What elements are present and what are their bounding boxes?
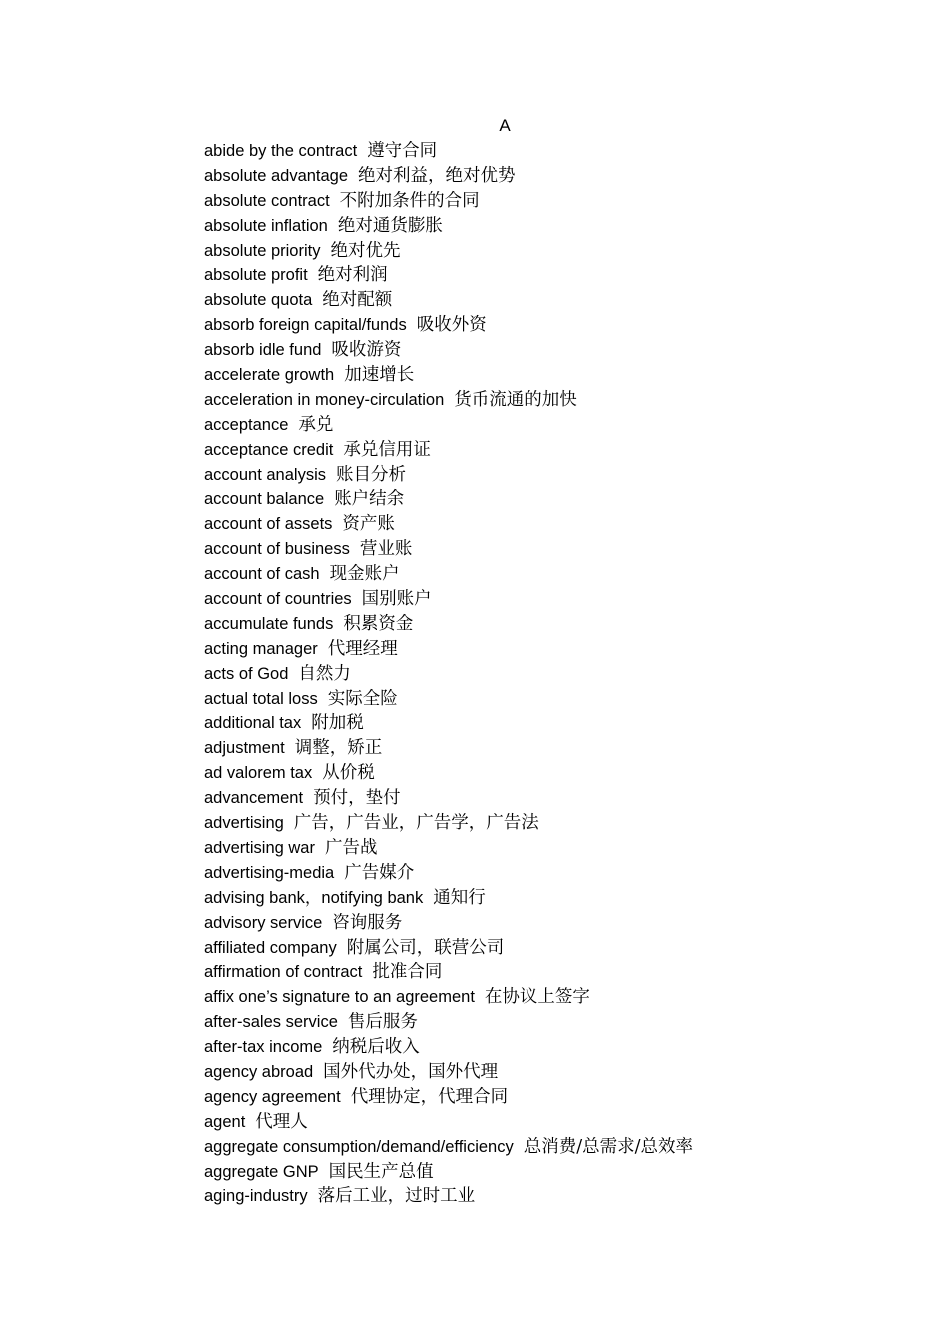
glossary-entry [204,512,904,537]
entry-term: after-tax income [204,1038,323,1057]
entry-translation: 代理经理 [327,638,398,659]
entry-translation: 承兑信用证 [343,439,431,460]
entry-translation: 绝对利益，绝对优势 [358,165,516,186]
glossary-entry [204,288,904,313]
glossary-entry [204,761,904,786]
entry-term: advertising war [204,838,315,857]
entry-translation: 广告媒介 [344,862,415,883]
entry-translation: 代理人 [255,1111,308,1132]
entry-translation: 吸收外资 [416,315,487,336]
glossary-entry [204,587,904,612]
glossary-entry [204,214,904,239]
glossary-entry [204,637,904,662]
glossary-entry [204,687,904,712]
entry-translation: 实际全险 [327,688,398,709]
glossary-entry [204,836,904,861]
entry-term: account of cash [204,565,320,584]
entry-term: acting manager [204,639,318,658]
glossary-entry [204,1184,904,1209]
entry-term: affirmation of contract [204,963,363,982]
entry-translation: 咨询服务 [332,912,403,933]
entry-translation: 承兑 [298,414,334,435]
glossary-entry [204,438,904,463]
glossary-entry [204,139,904,164]
entry-translation: 批准合同 [372,962,443,983]
entry-translation: 附属公司，联营公司 [346,937,505,958]
glossary-entry [204,363,904,388]
entry-translation: 资产账 [342,514,395,535]
entry-term: aggregate GNP [204,1162,319,1181]
entry-translation: 账目分析 [336,464,406,485]
entry-translation: 广告，广告业，广告学，广告法 [293,813,539,834]
glossary-entry [204,612,904,637]
entry-term: absolute priority [204,241,321,260]
entry-translation: 绝对配额 [322,290,393,311]
glossary-entry [204,886,904,911]
glossary-entry [204,1160,904,1185]
entry-translation: 落后工业，过时工业 [317,1186,476,1207]
entry-translation: 不附加条件的合同 [339,190,480,211]
entry-translation: 绝对优先 [330,240,401,261]
glossary-entry [204,960,904,985]
entry-term: after-sales service [204,1013,338,1032]
entry-translation: 纳税后收入 [332,1037,420,1058]
entry-translation: 国别账户 [361,589,432,610]
entry-term: account of countries [204,590,352,609]
glossary-entry [204,711,904,736]
entry-translation: 吸收游资 [331,340,402,361]
entry-translation: 调整，矫正 [294,738,383,759]
glossary-entry [204,1110,904,1135]
glossary-entry [204,463,904,488]
section-heading: A [499,116,511,135]
entry-term: additional tax [204,714,302,733]
glossary-entry [204,1135,904,1160]
entry-term: accumulate funds [204,614,334,633]
entry-translation: 账户结余 [334,489,405,510]
entry-term: account balance [204,490,325,509]
entry-term: abide by the contract [204,142,358,160]
entry-term: absolute quota [204,291,313,310]
entry-term: agent [204,1112,246,1131]
glossary-entry [204,189,904,214]
entry-term: account of business [204,540,350,559]
entry-translation: 加速增长 [344,365,415,386]
glossary-entry [204,313,904,338]
glossary-entry [204,562,904,587]
entry-term: absolute contract [204,191,330,210]
glossary-entry [204,1085,904,1110]
entry-term: absolute inflation [204,216,328,235]
entry-translation: 绝对利润 [317,265,388,286]
entry-translation: 总消费/总需求/总效率 [523,1136,694,1157]
entry-translation: 从价税 [322,763,375,784]
entry-term: acceptance [204,415,289,434]
entry-translation: 自然力 [298,663,351,684]
glossary-entry [204,911,904,936]
entry-term: account analysis [204,465,326,484]
entry-term: aging-industry [204,1187,308,1206]
entry-translation: 广告战 [324,837,378,858]
glossary-entry [204,985,904,1010]
entry-term: adjustment [204,739,285,758]
glossary-entry [204,662,904,687]
entry-term: accelerate growth [204,366,335,385]
entry-term: advertising-media [204,863,335,882]
glossary-entry [204,1035,904,1060]
entry-translation: 在协议上签字 [484,987,590,1008]
entry-term: affiliated company [204,938,337,957]
glossary-entry [204,487,904,512]
entry-term: account of assets [204,515,333,534]
entry-term: advising bank，notifying bank [204,888,424,907]
entry-translation: 附加税 [311,713,364,734]
entry-term: actual total loss [204,689,318,708]
entry-term: aggregate consumption/demand/efficiency [204,1137,514,1156]
glossary-entry [204,413,904,438]
entry-term: acceleration in money-circulation [204,390,445,409]
entry-term: absorb foreign capital/funds [204,316,407,335]
entry-term: agency agreement [204,1087,341,1106]
glossary-entry [204,338,904,363]
glossary-entry [204,263,904,288]
entry-term: advancement [204,789,304,808]
entry-translation: 现金账户 [329,564,400,585]
entry-translation: 遵守合同 [367,141,438,161]
glossary-entry [204,861,904,886]
entry-translation: 营业账 [359,539,413,560]
entry-term: advertising [204,814,284,833]
glossary-entry [204,736,904,761]
glossary-entry [204,811,904,836]
glossary-entry [204,786,904,811]
entry-translation: 售后服务 [347,1012,418,1033]
glossary-entry [204,537,904,562]
entry-term: absolute profit [204,266,308,285]
entry-term: absolute advantage [204,166,349,185]
glossary-entry [204,936,904,961]
entry-term: affix one’s signature to an agreement [204,988,475,1007]
glossary-entry [204,1010,904,1035]
entry-translation: 国民生产总值 [328,1161,434,1182]
entry-translation: 绝对通货膨胀 [337,215,443,236]
entry-term: acts of God [204,664,289,683]
entry-term: acceptance credit [204,440,334,459]
entry-term: ad valorem tax [204,764,313,783]
entry-translation: 预付，垫付 [313,788,401,809]
entry-term: agency abroad [204,1062,314,1081]
entry-term: advisory service [204,913,323,932]
glossary-entry [204,239,904,264]
glossary-entry [204,164,904,189]
entry-translation: 代理协定，代理合同 [350,1086,509,1107]
glossary-list [204,139,904,1209]
glossary-entry [204,1060,904,1085]
entry-translation: 国外代办处，国外代理 [323,1061,499,1082]
glossary-entry [204,388,904,413]
entry-translation: 通知行 [433,887,486,908]
entry-translation: 货币流通的加快 [454,389,577,410]
entry-translation: 积累资金 [343,613,414,634]
entry-term: absorb idle fund [204,341,322,360]
